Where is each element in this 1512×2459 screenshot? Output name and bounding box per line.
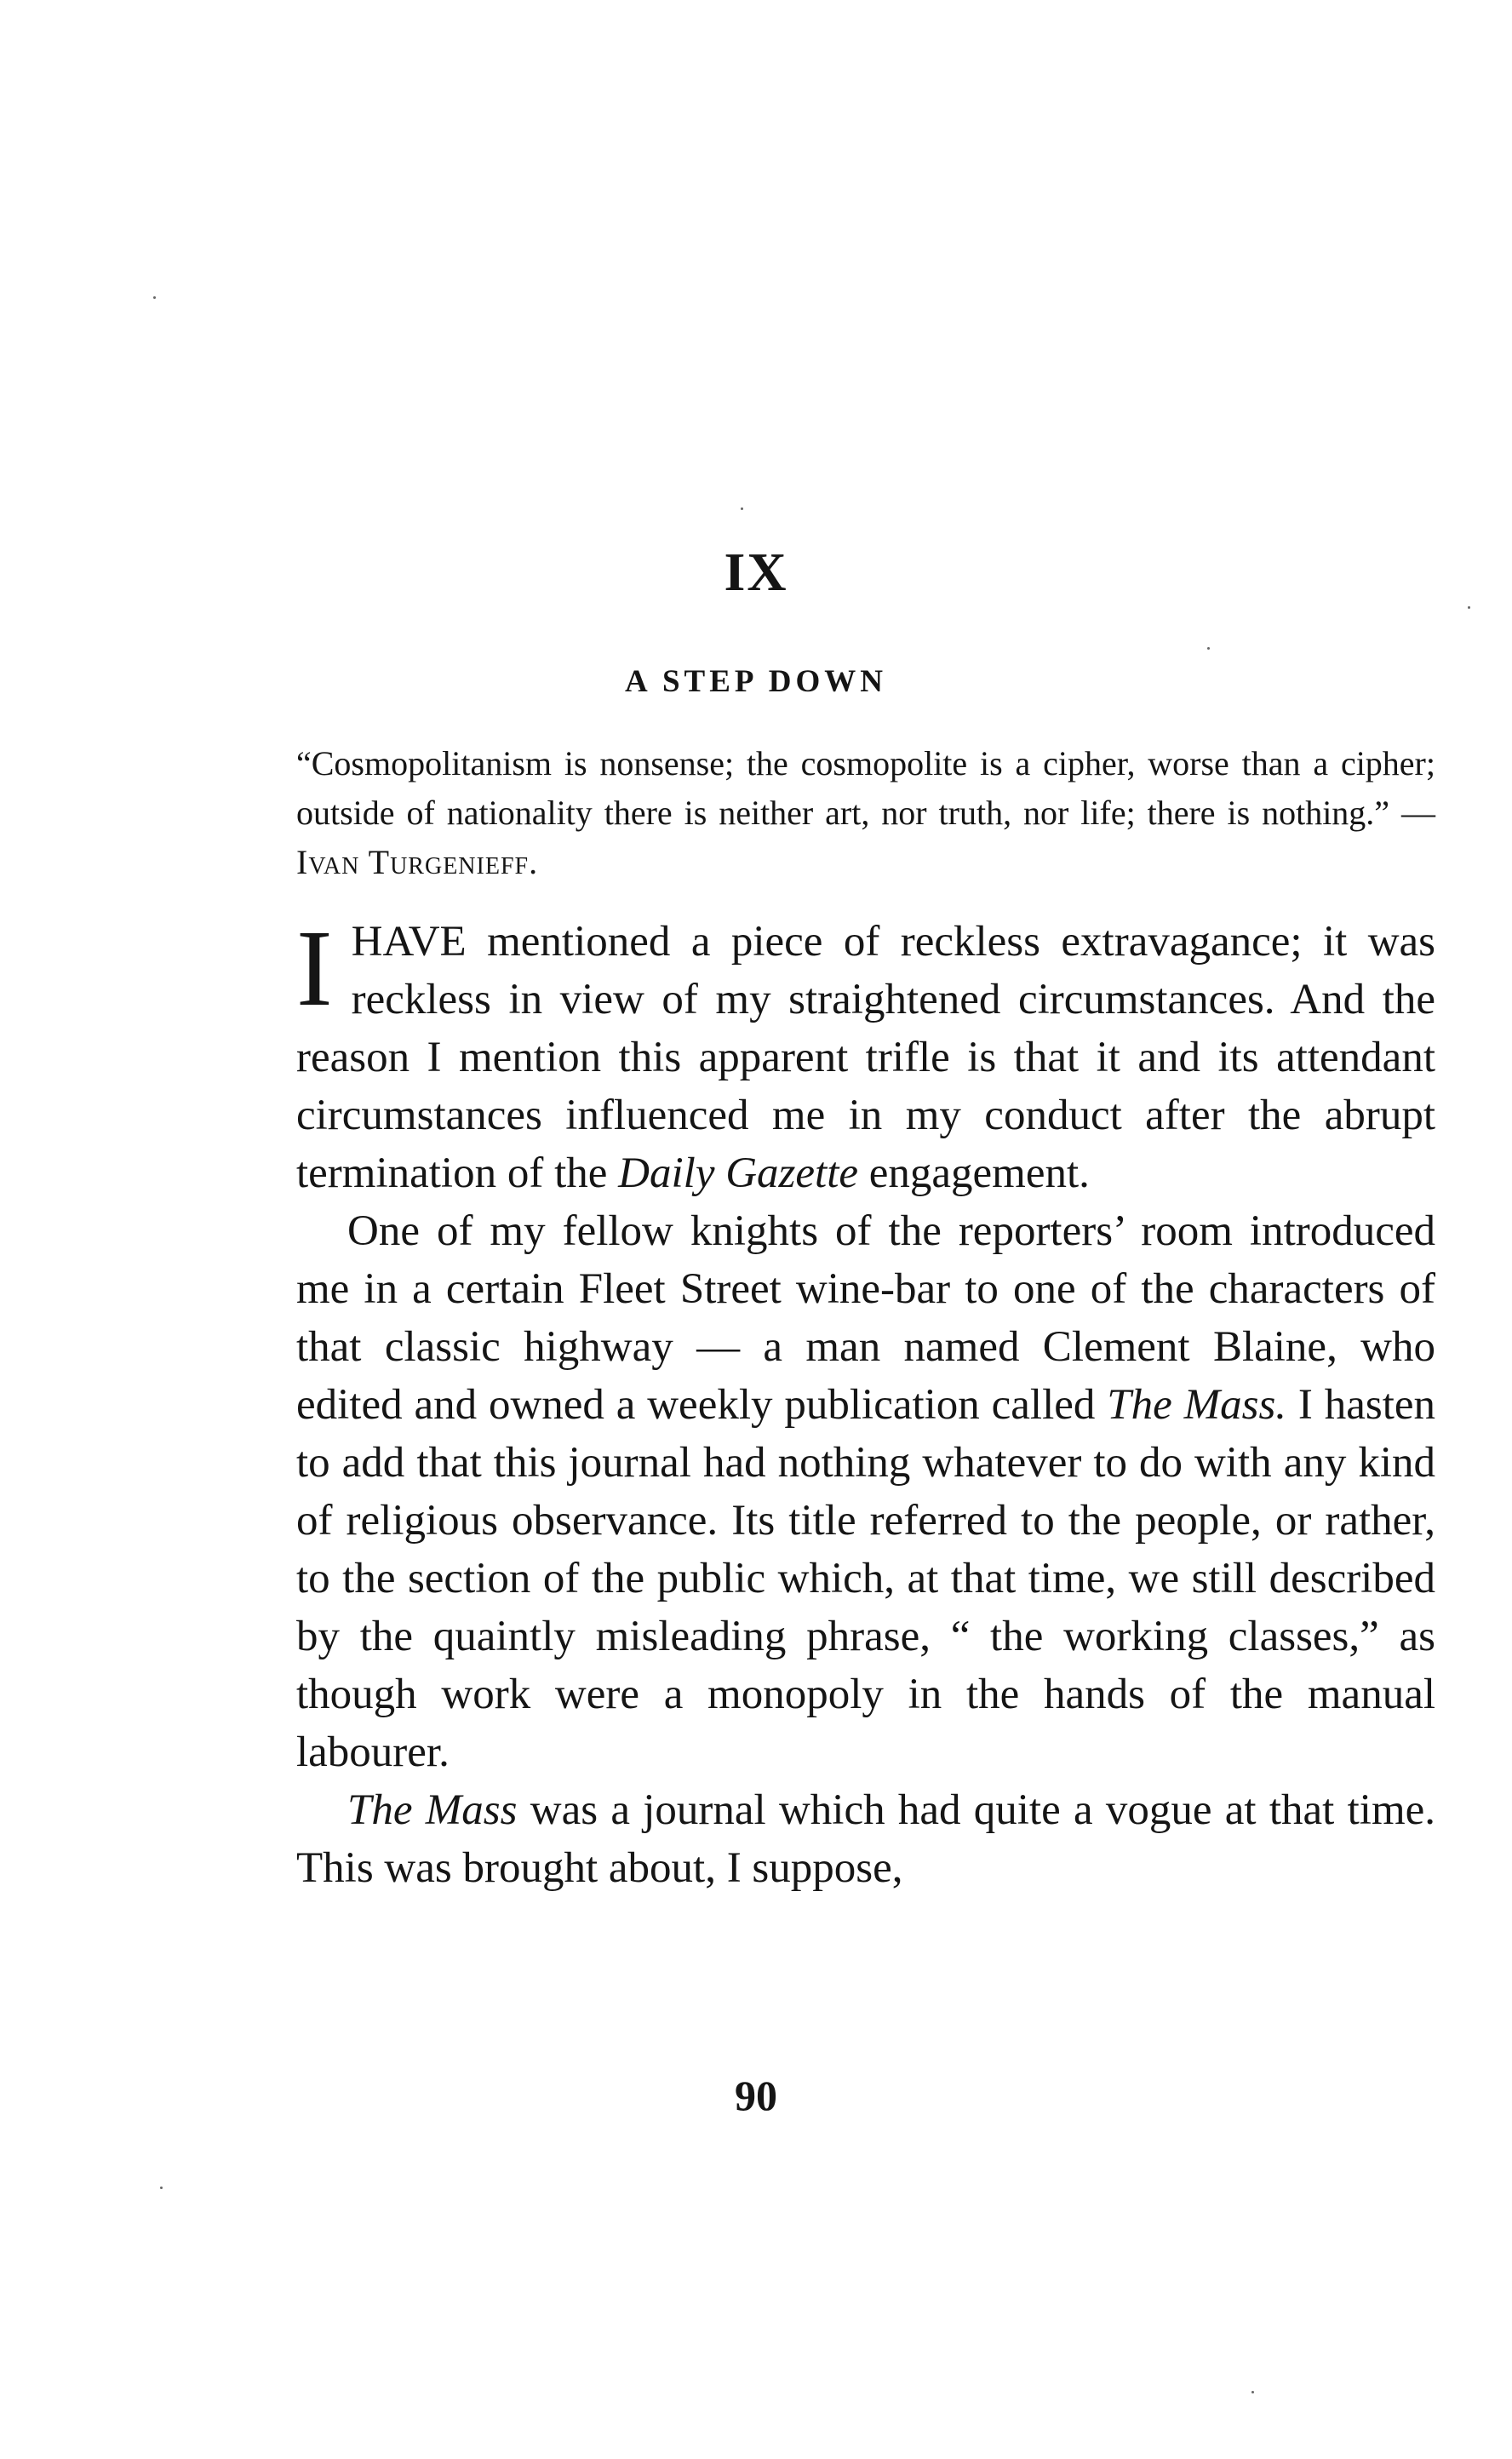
paragraph-2-text-a: One of my fellow knights of the reporters’ room introduced me in a certain Fleet Street wine-bar to one of the characters of that classic highway — a man named Clement Blaine, who edited and owned a weekly publication called: [296, 1207, 1435, 1429]
publication-name: The Mass: [347, 1786, 518, 1834]
chapter-title: A STEP DOWN: [625, 664, 887, 699]
paper-speck: [1251, 2391, 1254, 2393]
epigraph: [296, 739, 1435, 887]
paper-speck: [1468, 606, 1470, 609]
paragraph-2-text-b: I hasten to add that this journal had nothing whatever to do with any kind of religious observance. Its title referred to the people, or rather, to the section of the public which, at that time, we still described by the quaintly misleading phrase, “ the working classes,” as though work were a monopoly in the hands of the manual labourer.: [296, 1381, 1436, 1776]
paragraph-3-text: was a journal which had quite a vogue at that time. This was brought about, I suppose,: [296, 1786, 1436, 1892]
epigraph-quote: “Cosmopolitanism is nonsense; the cosmopolite is a cipher, worse than a cipher; outside of nationality there is neither art, nor truth, nor life; there is nothing.”: [296, 744, 1435, 832]
paper-speck: [160, 2187, 163, 2189]
paragraph-1-text-a: mentioned a piece of reckless extravagance; it was reckless in view of my straightened circumstances. And the reason I mention this apparent trifle is that it and its attendant circumstances influenced me in my conduct after the abrupt termination of the: [296, 918, 1436, 1197]
publication-name: The Mass.: [1107, 1381, 1287, 1429]
paper-speck: [741, 507, 743, 510]
drop-cap: I: [296, 908, 333, 1029]
epigraph-dash: —: [1401, 794, 1436, 832]
chapter-number: IX: [724, 542, 788, 602]
paragraph-2: [296, 1202, 1435, 1781]
paragraph-1: [296, 908, 1436, 1202]
epigraph-attribution: Ivan Turgenieff.: [296, 843, 539, 881]
paragraph-3: [296, 1781, 1435, 1897]
paper-speck: [1207, 647, 1210, 650]
body-text: [296, 908, 1436, 1897]
paragraph-1-text-b: engagement.: [868, 1149, 1090, 1197]
paper-speck: [153, 296, 156, 299]
page-number: 90: [735, 2072, 777, 2119]
lead-word: HAVE: [351, 918, 467, 966]
publication-name: Daily Gazette: [618, 1149, 859, 1197]
